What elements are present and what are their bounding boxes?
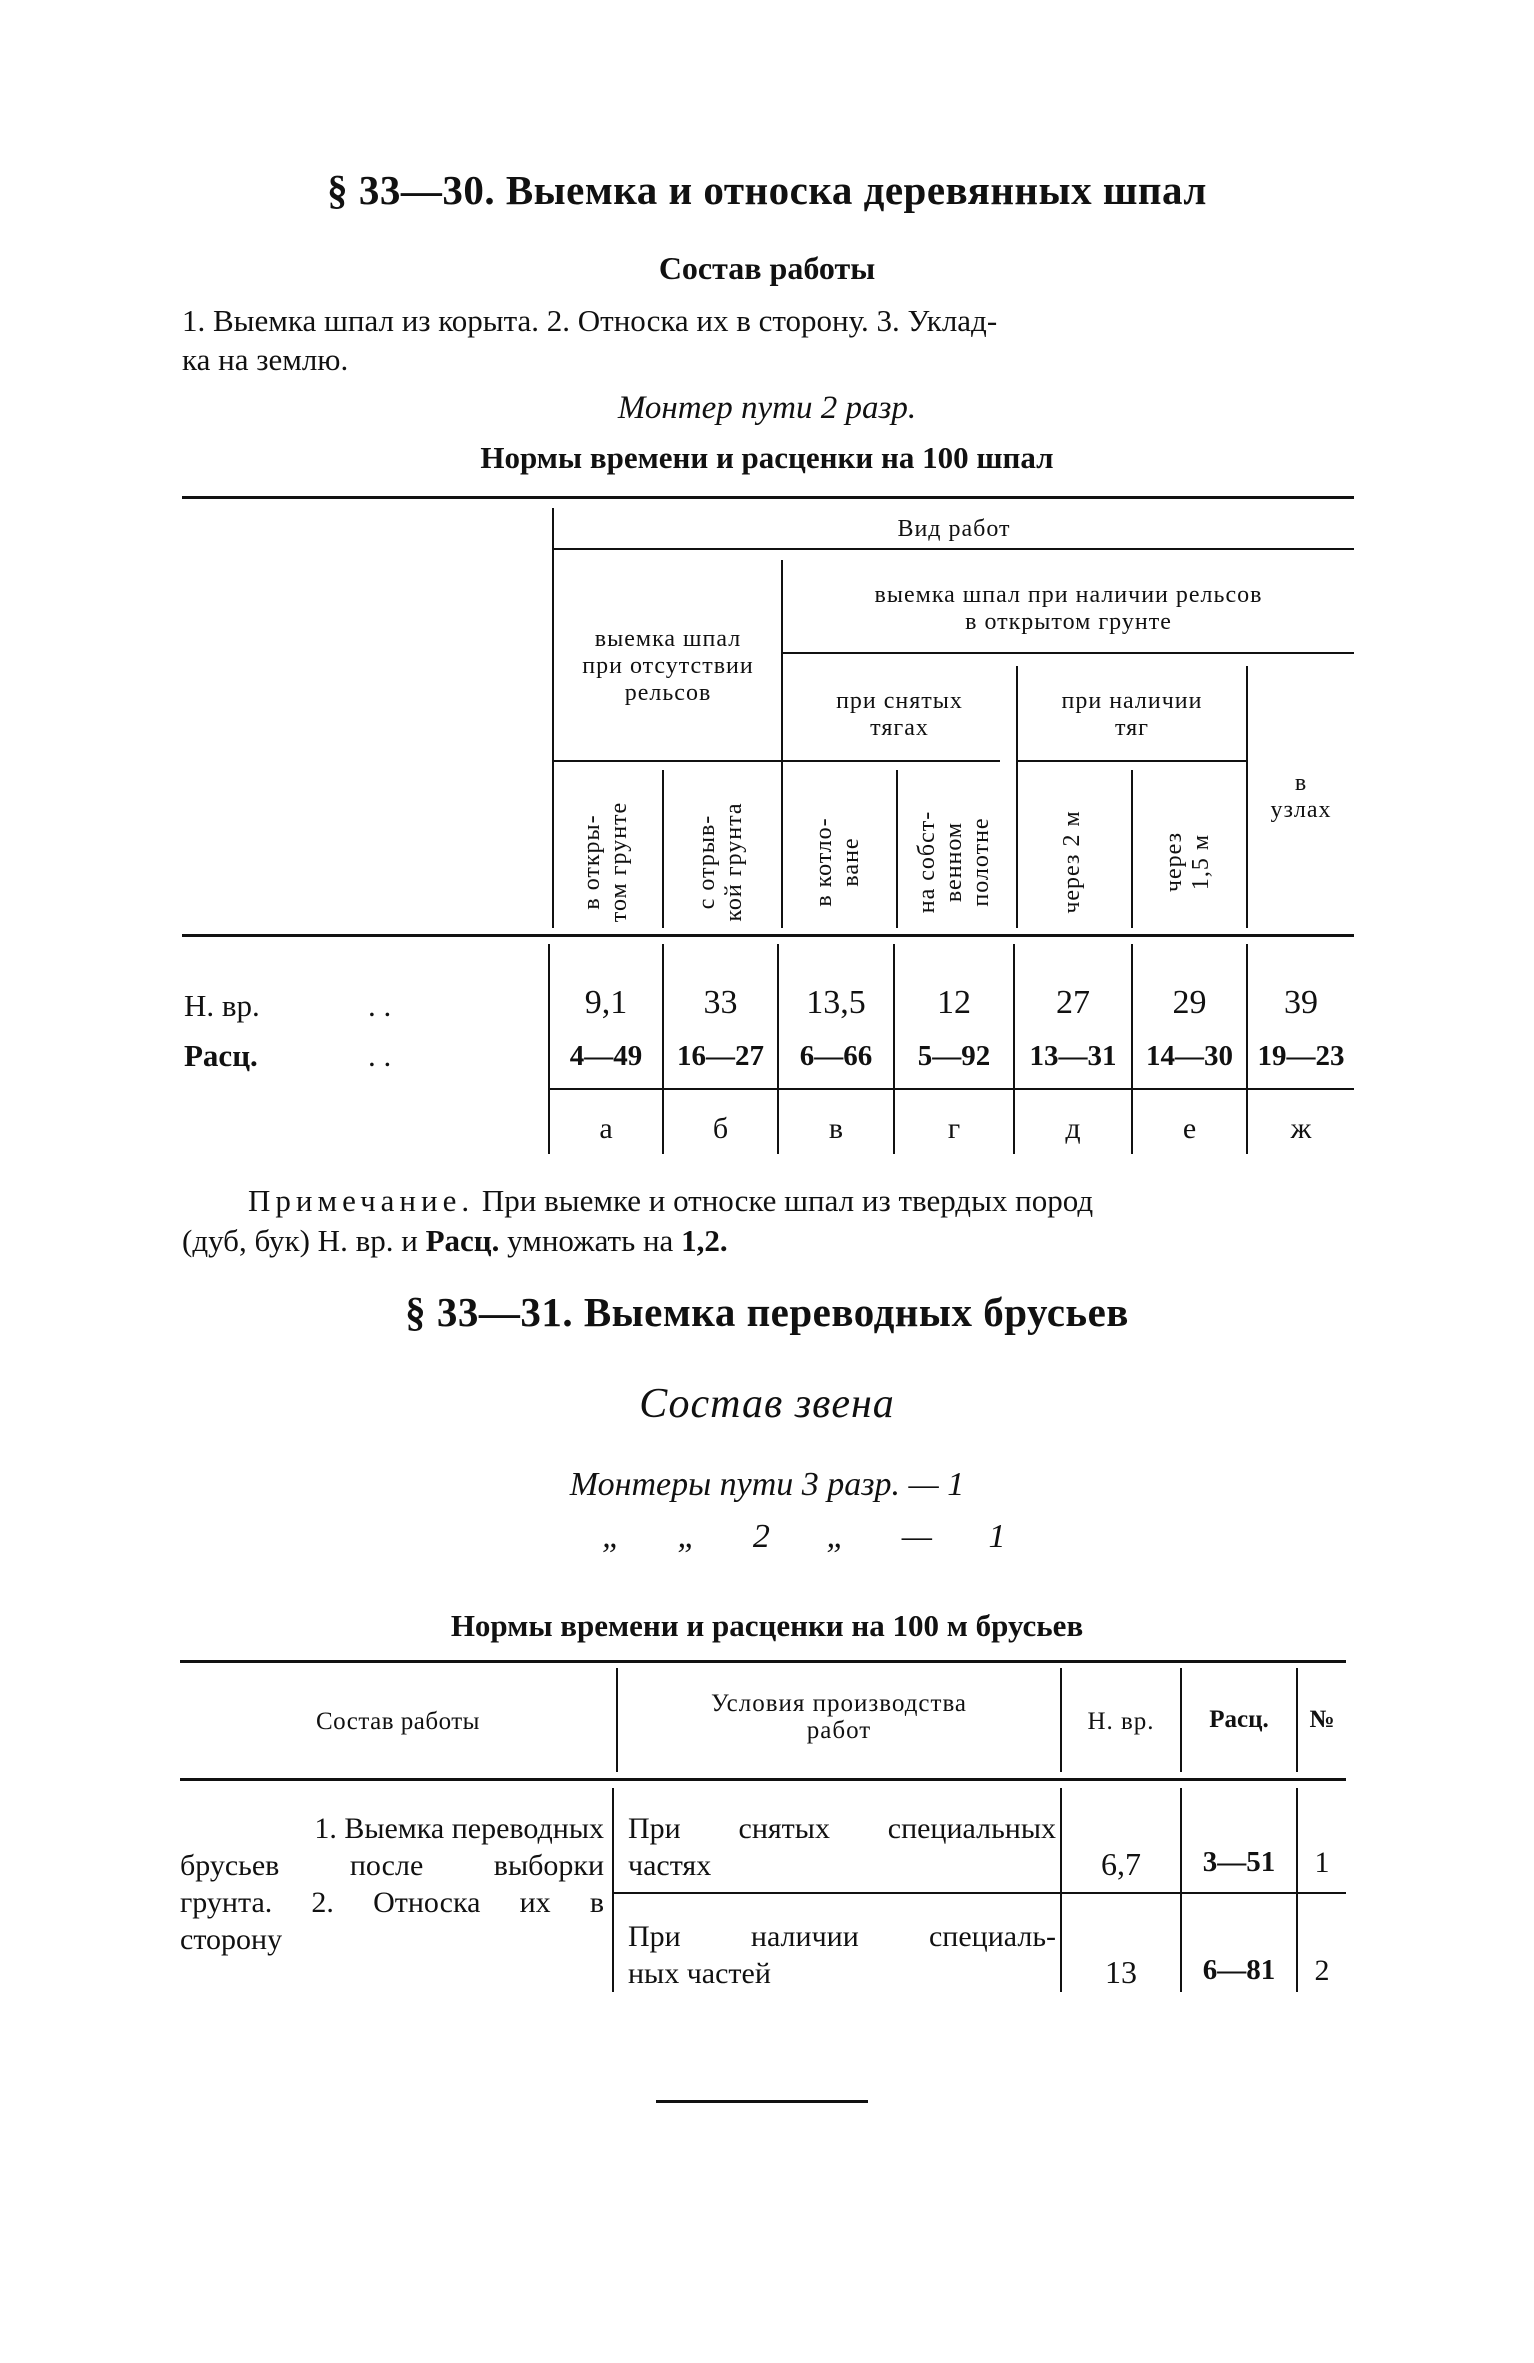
table2-row2-rate: 6—81 [1202, 1954, 1276, 1986]
table1-rate-cell: 19—23 [1257, 1040, 1345, 1072]
col-g-line1: на собст- [914, 810, 940, 914]
table1-row-rate-dots: . . [368, 1038, 392, 1073]
table1-nodes-header [1248, 770, 1354, 824]
table2-work-line2: брусьев после выборки [180, 1849, 604, 1882]
table1-col-a-header [579, 787, 635, 937]
table2-header-cond-line2: работ [806, 1717, 872, 1744]
table2-row1-rate: 3—51 [1202, 1846, 1276, 1878]
table1-norm-cell: 12 [937, 984, 971, 1021]
table2-header-work: Состав работы [316, 1708, 480, 1735]
table2-row2-norm: 13 [1105, 1954, 1137, 1990]
table2-row2-conditions [628, 1918, 1056, 1992]
section1-composition-line2: ка на землю. [182, 342, 349, 377]
table1-col-d-header [1059, 787, 1087, 937]
note-rest1: При выемке и относке шпал из твердых пород [481, 1183, 1094, 1218]
col-b-line2: кой грунта [721, 802, 747, 922]
table2-header-cond-line1: Условия производства [710, 1690, 968, 1717]
table1-present-line2: тяг [1114, 715, 1150, 741]
table1-row-rate-label: Расц. [184, 1038, 258, 1073]
section2-table-title: Нормы времени и расценки на 100 м брусьев [450, 1608, 1084, 1643]
note-line2-c: умножать на [507, 1223, 674, 1258]
table1-rate-cell: 4—49 [569, 1040, 643, 1072]
table1-norm-cell: 27 [1056, 984, 1090, 1021]
table2-row1-cond-line1: При снятых специальных [628, 1812, 1056, 1845]
table2-row1-conditions [628, 1810, 1056, 1884]
table1-row-norm-label: Н. вр. [184, 988, 260, 1023]
section1-worker: Монтер пути 2 разр. [617, 390, 917, 426]
table1-letter-cell: е [1182, 1112, 1197, 1145]
table2-row1-cond-line2: частях [628, 1849, 712, 1882]
table1-col-b-header [694, 787, 750, 937]
table1-norm-cell: 9,1 [584, 984, 628, 1021]
table2-header-norm: Н. вр. [1087, 1708, 1155, 1735]
table2-work-line1: 1. Выемка переводных [314, 1812, 604, 1845]
table1-col-g-header [914, 787, 998, 937]
section1-title: § 33—30. Выемка и относка деревянных шпал [327, 167, 1207, 213]
table2-row2-cond-line1: При наличии специаль- [628, 1920, 1056, 1953]
table1-group-header: Вид работ [897, 516, 1011, 542]
table1-nodes-line1: в [1294, 770, 1308, 796]
table1-col-e-header [1161, 787, 1217, 937]
note-line2-a: (дуб, бук) Н. вр. и [182, 1223, 418, 1258]
table1-letter-cell: в [828, 1112, 844, 1145]
table1-norm-cell: 33 [703, 984, 738, 1021]
table1-rate-cell: 5—92 [917, 1040, 991, 1072]
col-v-line2: ване [838, 837, 864, 887]
col-b-line1: с отрыв- [694, 814, 720, 910]
table2-work-description [180, 1810, 604, 1958]
col-a-line1: в откры- [579, 814, 605, 910]
section1-note-line2 [182, 1222, 728, 1259]
table1-with-rails-header [783, 582, 1354, 636]
table1-present-header [1018, 688, 1246, 742]
col-a-line2: том грунте [606, 801, 632, 923]
table2-row2-no: 2 [1314, 1954, 1330, 1987]
table2-row1-norm: 6,7 [1101, 1846, 1141, 1882]
col-d-line1: через 2 м [1059, 810, 1085, 914]
table1-norm-cell: 13,5 [806, 984, 866, 1021]
section2-title: § 33—31. Выемка переводных брусьев [405, 1289, 1129, 1335]
table1-removed-line2: тягах [870, 715, 929, 741]
table1-with-rails-line2: в открытом грунте [965, 609, 1172, 635]
col-g-line3: полотне [968, 817, 994, 907]
table1-with-rails-line1: выемка шпал при наличии рельсов [874, 582, 1263, 608]
note-word: Примечание. [248, 1183, 475, 1218]
table1-col-v-header [811, 787, 867, 937]
section2-crew-line1: Монтеры пути 3 разр. — 1 [569, 1466, 965, 1503]
table2-header-no: № [1309, 1706, 1335, 1733]
col-g-line2: венном [941, 821, 967, 903]
table1-norm-cell: 29 [1172, 984, 1207, 1021]
table2-work-line4: сторону [180, 1923, 283, 1956]
section1-note-line1 [248, 1182, 1358, 1219]
table1-rate-cell: 16—27 [677, 1040, 764, 1072]
table1-no-rails-line2: при отсутствии [582, 653, 754, 679]
col-e-line1: через [1161, 831, 1187, 893]
table2-work-line3: грунта. 2. Относка их в [180, 1886, 604, 1919]
table1-rate-cell: 13—31 [1029, 1040, 1117, 1072]
section2-crew-heading: Состав звена [639, 1381, 895, 1427]
table1-letter-cell: а [599, 1112, 613, 1145]
table1-no-rails-line3: рельсов [624, 680, 712, 706]
table1-row-norm-dots: . . [368, 988, 392, 1023]
table2-header-conditions [618, 1690, 1060, 1744]
section1-table-title: Нормы времени и расценки на 100 шпал [480, 440, 1054, 475]
table1-no-rails-line1: выемка шпал [594, 626, 742, 652]
table1-rate-cell: 6—66 [799, 1040, 873, 1072]
table1-no-rails-header [554, 626, 782, 707]
note-line2-b: Расц. [425, 1223, 500, 1258]
table2-row1-no: 1 [1314, 1846, 1330, 1879]
table1-present-line1: при наличии [1061, 688, 1203, 714]
table1-removed-line1: при снятых [836, 688, 963, 714]
table2-row2-cond-line2: ных частей [628, 1957, 771, 1990]
table1-letter-cell: б [712, 1112, 729, 1145]
table1-letter-cell: ж [1290, 1112, 1312, 1145]
col-v-line1: в котло- [811, 817, 837, 907]
table1-norm-cell: 39 [1284, 984, 1318, 1021]
note-line2-d: 1,2. [681, 1223, 728, 1258]
section1-composition-line1: 1. Выемка шпал из корыта. 2. Относка их в сторону. 3. Уклад- [182, 303, 998, 338]
col-e-line2: 1,5 м [1188, 833, 1214, 891]
table1-letter-cell: г [947, 1112, 961, 1145]
table1-rate-cell: 14—30 [1146, 1040, 1233, 1072]
table1-removed-header [783, 688, 1016, 742]
section2-crew-line2: „ „ 2 „ — 1 [602, 1518, 1006, 1555]
table1-letter-cell: д [1065, 1112, 1081, 1145]
section1-composition-heading: Состав работы [658, 250, 876, 286]
table2-header-rate: Расц. [1209, 1706, 1269, 1733]
table1-nodes-line2: узлах [1270, 797, 1332, 823]
